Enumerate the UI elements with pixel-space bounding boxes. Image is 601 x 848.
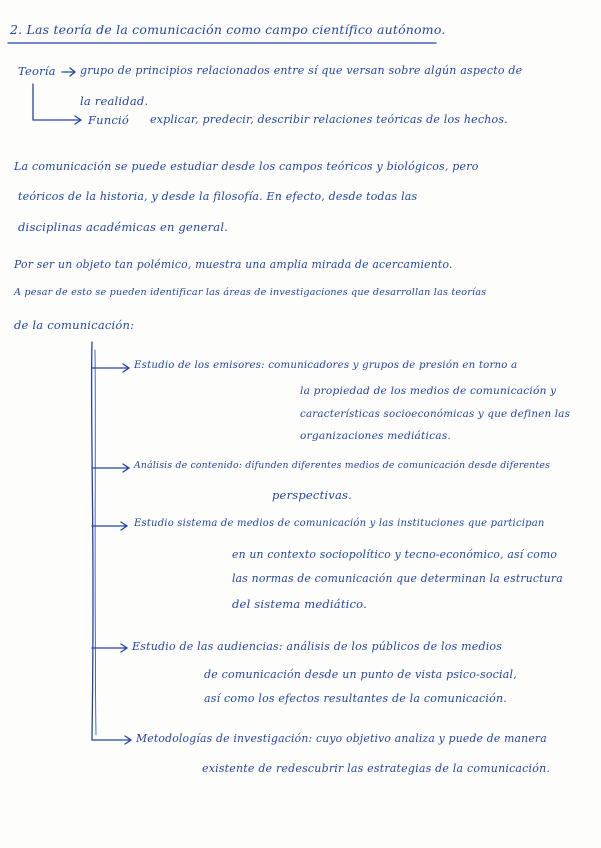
paragraph-2-line-1: Por ser un objeto tan polémico, muestra una amplia mirada de acercamiento.: [14, 258, 453, 271]
tree-trunk-line: [92, 342, 93, 740]
paragraph-1-line-2: teóricos de la historia, y desde la filosofía. En efecto, desde todas las: [18, 190, 418, 203]
branch-emisores-line-4: organizaciones mediáticas.: [300, 430, 451, 442]
paragraph-1-line-1: La comunicación se puede estudiar desde los campos teóricos y biológicos, pero: [14, 160, 479, 173]
branch-arrow-icon: [92, 644, 127, 652]
branch-sistema-line-2: en un contexto sociopolítico y tecno-económico, así como: [232, 548, 558, 561]
paragraph-1-line-3: disciplinas académicas en general.: [18, 220, 229, 234]
branch-sistema-line-3: las normas de comunicación que determinan la estructura: [232, 572, 563, 585]
branch-emisores-line-2: la propiedad de los medios de comunicación y: [300, 385, 557, 397]
branch-sistema-line-4: del sistema mediático.: [232, 597, 367, 611]
branch-arrow-icon: [92, 736, 131, 744]
branch-emisores-line-3: características socioeconómicas y que definen las: [300, 408, 571, 420]
branch-audiencias-line-1: Estudio de las audiencias: análisis de los públicos de los medios: [132, 640, 503, 653]
funcio-bracket-arrow-icon: [33, 84, 81, 124]
branch-arrow-icon: [92, 522, 127, 530]
teoria-arrow-icon: [62, 68, 75, 76]
branch-metodologias-line-2: existente de redescubrir las estrategias de la comunicación.: [202, 762, 551, 775]
funcio-text: explicar, predecir, describir relaciones teóricas de los hechos.: [150, 113, 508, 126]
page-title: 2. Las teoría de la comunicación como campo científico autónomo.: [10, 22, 446, 37]
teoria-label: Teoría: [18, 64, 56, 78]
branch-arrow-icon: [92, 364, 129, 372]
funcio-label: Funció: [88, 113, 130, 127]
teoria-definition-line-2: la realidad.: [80, 94, 149, 108]
paragraph-2-line-2: A pesar de esto se pueden identificar las áreas de investigaciones que desarrollan las teorías: [14, 287, 487, 298]
teoria-definition-line-1: grupo de principios relacionados entre sí que versan sobre algún aspecto de: [80, 64, 523, 77]
branch-sistema-line-1: Estudio sistema de medios de comunicación y las instituciones que participan: [134, 518, 545, 529]
branch-audiencias-line-2: de comunicación desde un punto de vista psico-social,: [204, 668, 517, 681]
paragraph-2-line-3: de la comunicación:: [14, 318, 135, 332]
branch-contenido-line-2: perspectivas.: [272, 488, 352, 502]
branch-emisores-line-1: Estudio de los emisores: comunicadores y grupos de presión en torno a: [134, 360, 518, 371]
branch-arrow-icon: [92, 464, 129, 472]
branch-metodologias-line-1: Metodologías de investigación: cuyo objetivo analiza y puede de manera: [136, 732, 547, 745]
branch-contenido-line-1: Análisis de contenido: difunden diferentes medios de comunicación desde diferentes: [134, 460, 551, 471]
branch-audiencias-line-3: así como los efectos resultantes de la comunicación.: [204, 692, 507, 705]
